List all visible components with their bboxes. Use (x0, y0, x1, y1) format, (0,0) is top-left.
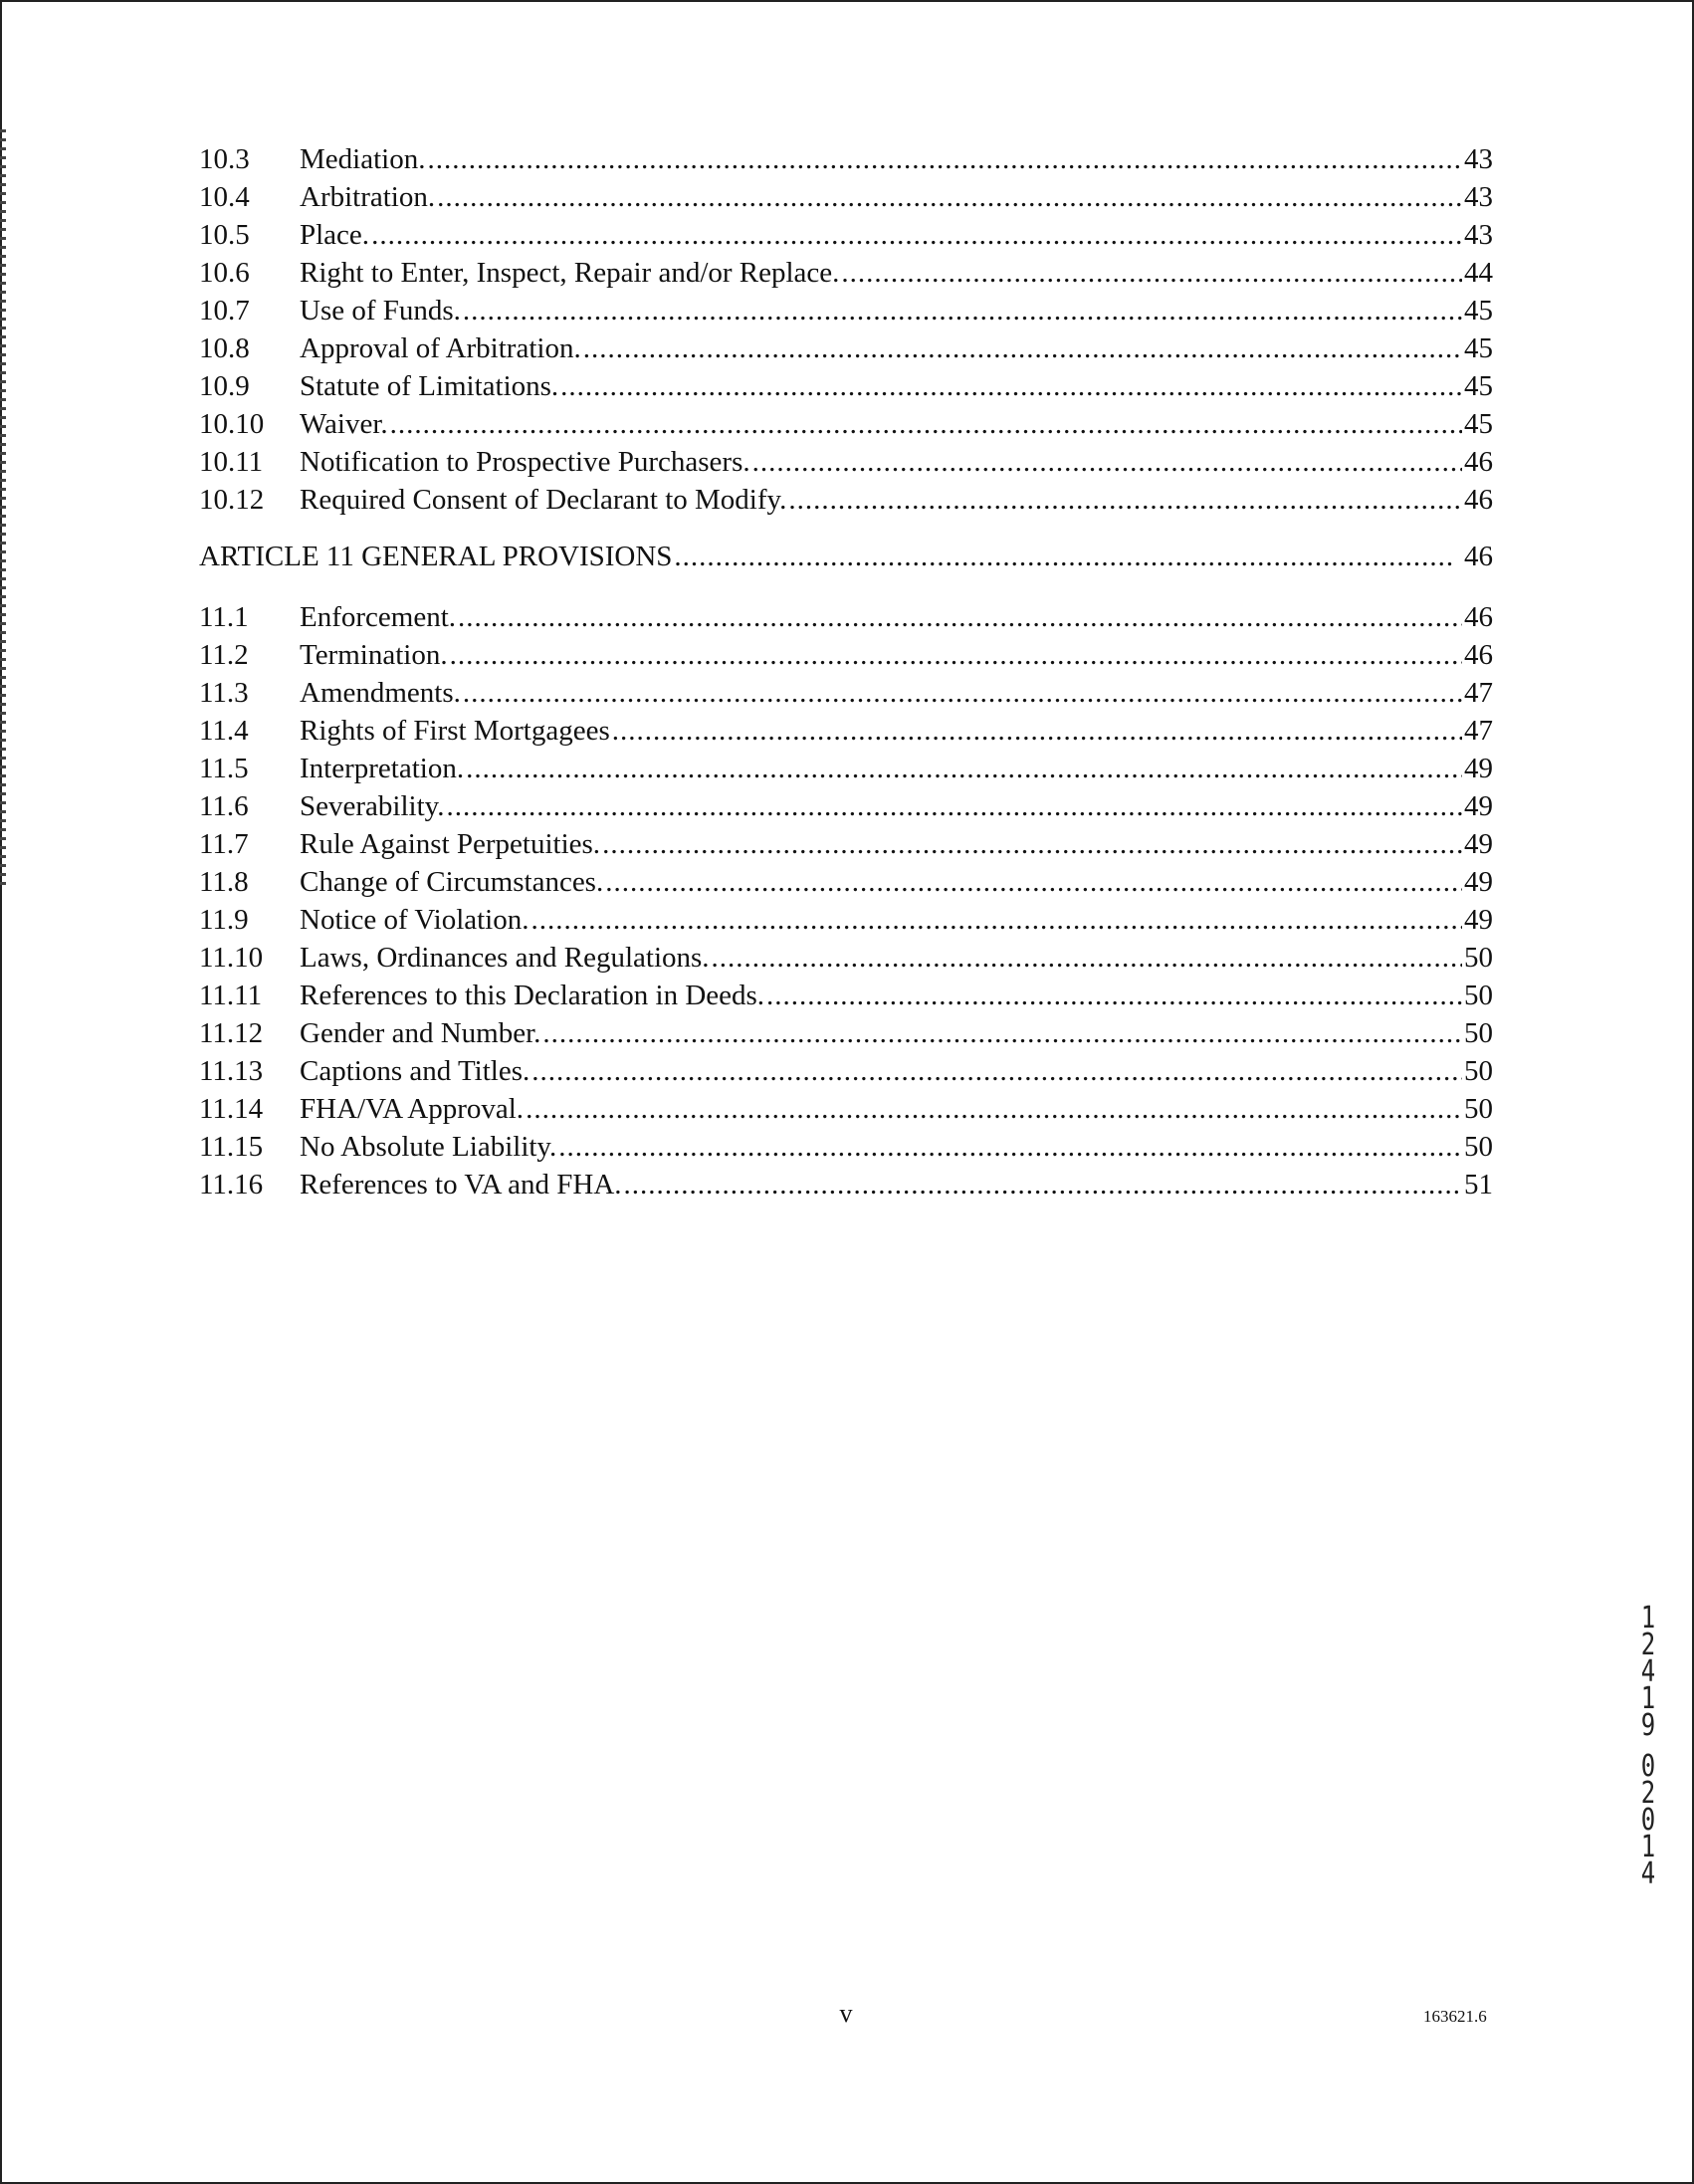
toc-entry-number: 11.2 (199, 639, 249, 671)
toc-entry-title: Enforcement. (300, 601, 457, 633)
toc-entry-page: 50 (1464, 1017, 1493, 1049)
toc-entry (199, 1014, 1493, 1052)
table-of-contents (199, 140, 1493, 1203)
toc-entry-page: 45 (1464, 332, 1493, 364)
toc-entry-number: 10.9 (199, 370, 250, 402)
dot-leader (463, 292, 1462, 329)
toc-entry-title: Statute of Limitations. (300, 370, 559, 402)
page-number: v (839, 1999, 853, 2028)
toc-entry-page: 49 (1464, 790, 1493, 822)
dot-leader (450, 636, 1462, 674)
toc-entry-title: Rule Against Perpetuities. (300, 828, 601, 860)
dot-leader (674, 538, 1454, 575)
toc-entry-title: Amendments. (300, 677, 461, 709)
toc-entry-page: 51 (1464, 1169, 1493, 1201)
toc-entry (199, 1128, 1493, 1166)
toc-entry-title: Termination. (300, 639, 448, 671)
toc-entry-title: Captions and Titles. (300, 1055, 530, 1087)
stamp-digit: 0 (1640, 1803, 1656, 1838)
toc-entry-number: 11.15 (199, 1131, 264, 1163)
stamp-digit: 4 (1640, 1856, 1656, 1891)
dot-leader (583, 329, 1462, 367)
toc-entry-title: Use of Funds. (300, 295, 461, 327)
toc-entry-page: 47 (1464, 677, 1493, 709)
toc-entry-title: Arbitration. (300, 181, 436, 213)
dot-leader (766, 977, 1462, 1014)
toc-entry-title: Required Consent of Declarant to Modify. (300, 484, 787, 516)
stamp-book-number (1632, 1601, 1664, 1743)
toc-entry-title: Gender and Number. (300, 1017, 541, 1049)
stamp-page-number (1632, 1749, 1664, 1891)
toc-entry (199, 750, 1493, 787)
recording-stamp (1632, 1601, 1664, 1891)
toc-entry-number: 10.4 (199, 181, 250, 213)
toc-entry-page: 45 (1464, 408, 1493, 440)
toc-entry-page: 50 (1464, 1055, 1493, 1087)
toc-entry-title: Waiver. (300, 408, 388, 440)
toc-entry (199, 329, 1493, 367)
toc-entry-title: Notification to Prospective Purchasers. (300, 446, 750, 478)
toc-entry (199, 863, 1493, 901)
toc-entry (199, 292, 1493, 329)
dot-leader (531, 1052, 1462, 1090)
dot-leader (612, 712, 1462, 750)
toc-entry-page: 44 (1464, 257, 1493, 289)
toc-entry-number: 11.12 (199, 1017, 264, 1049)
dot-leader (602, 825, 1462, 863)
toc-entry-number: 11.3 (199, 677, 249, 709)
toc-entry-number: 10.3 (199, 143, 250, 175)
toc-entry-title: Severability. (300, 790, 445, 822)
toc-entry-title: No Absolute Liability. (300, 1131, 557, 1163)
toc-entry-title: Right to Enter, Inspect, Repair and/or Replace. (300, 257, 840, 289)
toc-entry-number: 11.5 (199, 753, 249, 784)
dot-leader (752, 443, 1462, 481)
dot-leader (458, 598, 1462, 636)
dot-leader (542, 1014, 1462, 1052)
toc-entry (199, 1090, 1493, 1128)
dot-leader (841, 254, 1462, 292)
toc-entry-number: 11.10 (199, 942, 264, 974)
toc-entry-page: 46 (1464, 639, 1493, 671)
toc-entry-page: 50 (1464, 1093, 1493, 1125)
dot-leader (526, 1090, 1462, 1128)
dot-leader (558, 1128, 1462, 1166)
toc-entry-number: 11.16 (199, 1169, 264, 1201)
scan-edge-marks (0, 129, 6, 886)
stamp-digit: 2 (1640, 1776, 1656, 1811)
stamp-digit: 2 (1640, 1628, 1656, 1662)
toc-entry-page: 45 (1464, 295, 1493, 327)
dot-leader (371, 216, 1462, 254)
document-id: 163621.6 (1423, 2007, 1487, 2026)
toc-entry (199, 1166, 1493, 1203)
stamp-digit: 4 (1640, 1654, 1656, 1689)
dot-leader (560, 367, 1462, 405)
toc-entry-page: 50 (1464, 942, 1493, 974)
toc-entry-title: Place. (300, 219, 370, 251)
toc-entry (199, 140, 1493, 178)
toc-entry-title: Interpretation. (300, 753, 465, 784)
dot-leader (437, 178, 1462, 216)
toc-entry-number: 10.11 (199, 446, 264, 478)
dot-leader (531, 901, 1463, 939)
toc-entry-number: 11.4 (199, 715, 249, 747)
toc-entry-number: 10.12 (199, 484, 265, 516)
toc-entry-title: Approval of Arbitration. (300, 332, 581, 364)
toc-entry-page: 43 (1464, 181, 1493, 213)
toc-entry (199, 216, 1493, 254)
toc-entry (199, 367, 1493, 405)
toc-entry-number: 11.6 (199, 790, 249, 822)
toc-entry (199, 254, 1493, 292)
dot-leader (463, 674, 1462, 712)
dot-leader (427, 140, 1462, 178)
toc-entry-page: 49 (1464, 753, 1493, 784)
toc-entry-number: 11.7 (199, 828, 249, 860)
toc-entry-page: 49 (1464, 866, 1493, 898)
toc-entry-number: 10.7 (199, 295, 250, 327)
toc-entry-number: 10.10 (199, 408, 265, 440)
toc-entry (199, 405, 1493, 443)
toc-entry-number: 11.1 (199, 601, 249, 633)
section-11-list (199, 598, 1493, 1203)
toc-entry-page: 50 (1464, 1131, 1493, 1163)
toc-entry (199, 443, 1493, 481)
toc-entry (199, 598, 1493, 636)
section-10-list (199, 140, 1493, 519)
toc-entry-page: 43 (1464, 219, 1493, 251)
toc-entry-title: Mediation. (300, 143, 426, 175)
stamp-digit: 1 (1640, 1830, 1656, 1864)
toc-entry (199, 674, 1493, 712)
toc-entry-page: 46 (1464, 446, 1493, 478)
toc-entry-page: 47 (1464, 715, 1493, 747)
article-title: ARTICLE 11 GENERAL PROVISIONS (199, 541, 673, 572)
toc-entry-title: FHA/VA Approval. (300, 1093, 525, 1125)
dot-leader (788, 481, 1462, 519)
page-border-top (0, 0, 1694, 2)
dot-leader (605, 863, 1462, 901)
toc-entry-title: Rights of First Mortgagees (300, 715, 610, 747)
dot-leader (390, 405, 1462, 443)
toc-entry-page: 43 (1464, 143, 1493, 175)
toc-entry (199, 825, 1493, 863)
toc-entry-page: 50 (1464, 980, 1493, 1011)
toc-entry-page: 45 (1464, 370, 1493, 402)
toc-entry-page: 46 (1464, 484, 1493, 516)
toc-entry-number: 11.14 (199, 1093, 264, 1125)
stamp-digit: 1 (1640, 1681, 1656, 1716)
dot-leader (447, 787, 1463, 825)
stamp-digit: 1 (1640, 1601, 1656, 1636)
toc-entry-page: 49 (1464, 828, 1493, 860)
toc-entry-title: References to this Declaration in Deeds. (300, 980, 765, 1011)
toc-entry-title: Change of Circumstances. (300, 866, 604, 898)
stamp-digit: 0 (1640, 1749, 1656, 1784)
toc-entry (199, 178, 1493, 216)
stamp-digit: 9 (1640, 1708, 1656, 1743)
toc-entry-number: 10.6 (199, 257, 250, 289)
toc-entry (199, 939, 1493, 977)
article-page: 46 (1464, 541, 1493, 572)
toc-entry-title: Notice of Violation. (300, 904, 529, 936)
toc-entry-page: 46 (1464, 601, 1493, 633)
dot-leader (712, 939, 1462, 977)
toc-entry (199, 712, 1493, 750)
toc-entry-page: 49 (1464, 904, 1493, 936)
toc-entry (199, 901, 1493, 939)
toc-entry-number: 10.5 (199, 219, 250, 251)
toc-entry-number: 11.9 (199, 904, 249, 936)
dot-leader (466, 750, 1462, 787)
toc-entry (199, 787, 1493, 825)
toc-entry (199, 1052, 1493, 1090)
toc-entry-number: 11.11 (199, 980, 263, 1011)
article-11-heading (199, 538, 1493, 575)
toc-entry-title: References to VA and FHA. (300, 1169, 622, 1201)
toc-entry-number: 11.8 (199, 866, 249, 898)
toc-entry (199, 977, 1493, 1014)
toc-entry-number: 11.13 (199, 1055, 264, 1087)
toc-entry (199, 481, 1493, 519)
toc-entry-number: 10.8 (199, 332, 250, 364)
toc-entry (199, 636, 1493, 674)
dot-leader (624, 1166, 1462, 1203)
toc-entry-title: Laws, Ordinances and Regulations. (300, 942, 710, 974)
